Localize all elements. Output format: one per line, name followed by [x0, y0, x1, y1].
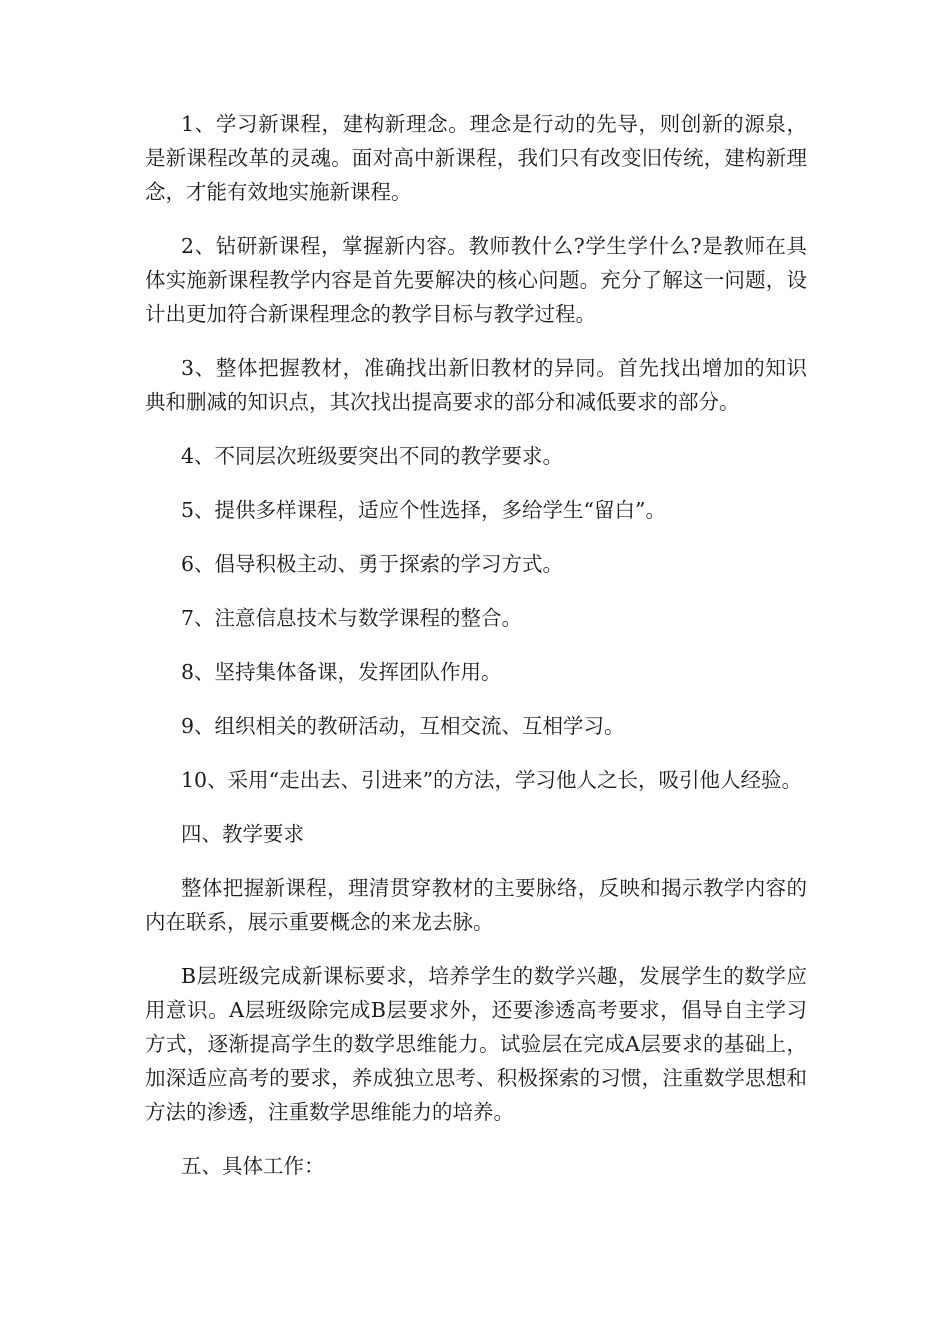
- document-page: [145, 107, 807, 1203]
- paragraph-item-5: 5、提供多样课程，适应个性选择，多给学生“留白”。: [181, 498, 667, 522]
- section-heading-teaching-requirements: 四、教学要求: [181, 822, 304, 846]
- paragraph-level-requirements: B层班级完成新课标要求，培养学生的数学兴趣，发展学生的数学应用意识。A层班级除完成B层要求外，还要渗透高考要求，倡导自主学习方式，逐渐提高学生的数学思维能力。试验层在完成A层要求的基础上，加深适应高考的要求，养成独立思考、积极探索的习惯，注重数学思想和方法的渗透，注重数学思维能力的培养。: [145, 964, 807, 1124]
- paragraph-item-2: 2、钻研新课程，掌握新内容。教师教什么?学生学什么?是教师在具体实施新课程教学内容是首先要解决的核心问题。充分了解这一问题，设计出更加符合新课程理念的教学目标与教学过程。: [145, 234, 807, 326]
- paragraph-item-10: 10、采用“走出去、引进来”的方法，学习他人之长，吸引他人经验。: [181, 768, 803, 792]
- paragraph-overall-grasp: 整体把握新课程，理清贯穿教材的主要脉络，反映和揭示教学内容的内在联系，展示重要概念的来龙去脉。: [145, 876, 807, 934]
- paragraph-item-3: 3、整体把握教材，准确找出新旧教材的异同。首先找出增加的知识典和删减的知识点，其次找出提高要求的部分和减低要求的部分。: [145, 356, 807, 414]
- paragraph-item-4: 4、不同层次班级要突出不同的教学要求。: [181, 444, 564, 468]
- paragraph-item-9: 9、组织相关的教研活动，互相交流、互相学习。: [181, 714, 625, 738]
- paragraph-item-8: 8、坚持集体备课，发挥团队作用。: [181, 660, 502, 684]
- paragraph-item-1: 1、学习新课程，建构新理念。理念是行动的先导，则创新的源泉，是新课程改革的灵魂。面对高中新课程，我们只有改变旧传统，建构新理念，才能有效地实施新课程。: [145, 112, 807, 204]
- section-heading-specific-work: 五、具体工作：: [181, 1154, 325, 1178]
- paragraph-item-7: 7、注意信息技术与数学课程的整合。: [181, 606, 523, 630]
- paragraph-item-6: 6、倡导积极主动、勇于探索的学习方式。: [181, 552, 564, 576]
